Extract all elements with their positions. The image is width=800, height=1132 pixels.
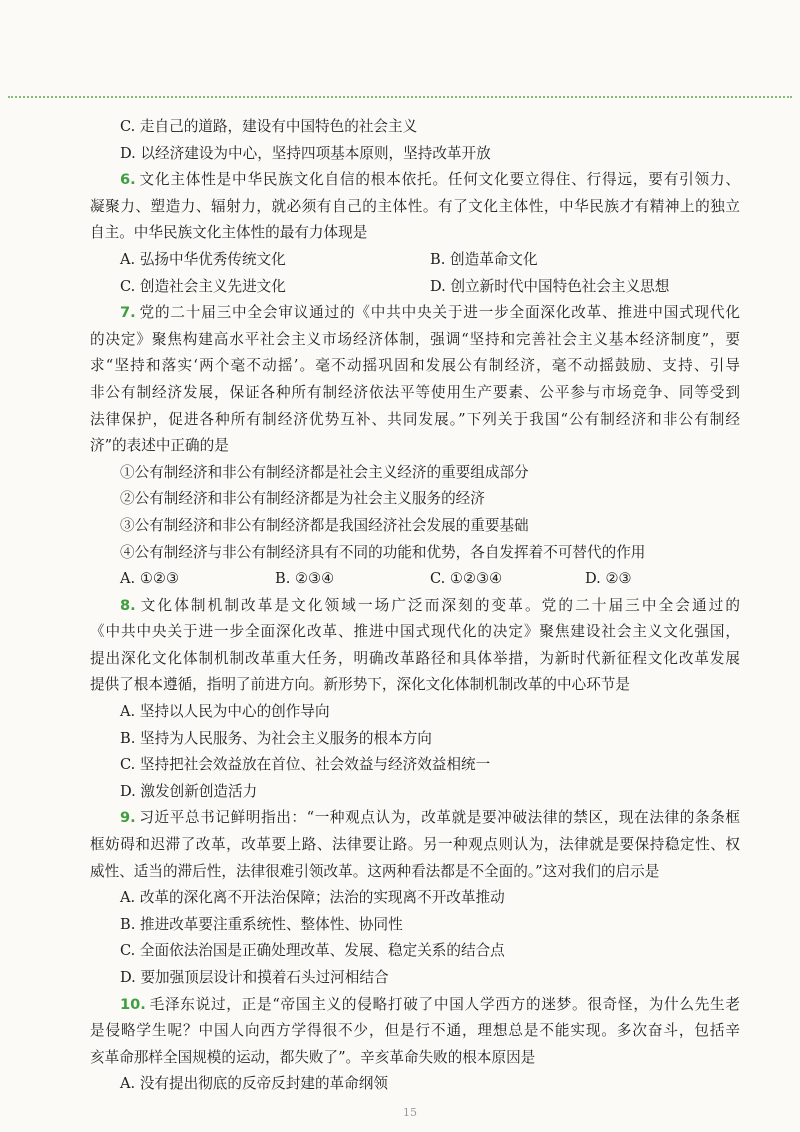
question-9-stem-line-3: 威性、适当的滞后性，法律很难引领改革。这两种看法都是不全面的。”这对我们的启示是 (90, 862, 660, 880)
question-7-option-b: B. ②③④ (275, 570, 335, 588)
question-7-stem-line-2: 的决定》聚焦构建高水平社会主义市场经济体制，强调“坚持和完善社会主义基本经济制度”，要 (90, 330, 740, 348)
question-7-options-row (90, 566, 740, 593)
question-6-stem-line-3: 自主。中华民族文化主体性的最有力体现是 (90, 224, 368, 242)
question-7-statement-2: ②公有制经济和非公有制经济都是为社会主义服务的经济 (120, 490, 485, 508)
question-6-option-b: B. 创造革命文化 (430, 250, 538, 268)
question-6-number: 6. (120, 171, 136, 189)
question-7-option-c: C. ①②③④ (430, 570, 503, 588)
question-8-stem-line-2: 《中共中央关于进一步全面深化改革、推进中国式现代化的决定》聚焦建设社会主义文化强国， (90, 623, 740, 641)
question-7-option-a: A. ①②③ (120, 570, 180, 588)
prev-option-c: C. 走自己的道路，建设有中国特色的社会主义 (120, 118, 418, 135)
question-6-stem-line-2: 凝聚力、塑造力、辐射力，就必须有自己的主体性。有了文化主体性，中华民族才有精神上的独立 (90, 197, 740, 215)
question-8-option-b: B. 坚持为人民服务、为社会主义服务的根本方向 (120, 729, 432, 747)
question-9-stem-line-1: 9. 习近平总书记鲜明指出：“一种观点认为，改革就是要冲破法律的禁区，现在法律的条条框 (120, 809, 740, 827)
question-9-option-a: A. 改革的深化离不开法治保障；法治的实现离不开改革推动 (120, 889, 505, 907)
question-7-stem-line-5: 法律保护，促进各种所有制经济优势互补、共同发展。”下列关于我国“公有制经济和非公有制经 (90, 410, 740, 428)
question-7-stem-line-3: 求“坚持和落实‘两个毫不动摇’。毫不动摇巩固和发展公有制经济，毫不动摇鼓励、支持、引导 (90, 357, 740, 375)
top-dotted-rule (8, 96, 792, 98)
question-8-stem-line-4: 提供了根本遵循，指明了前进方向。新形势下，深化文化体制机制改革的中心环节是 (90, 676, 630, 694)
question-7-statement-3: ③公有制经济和非公有制经济都是我国经济社会发展的重要基础 (120, 516, 529, 534)
prev-option-d: D. 以经济建设为中心，坚持四项基本原则，坚持改革开放 (120, 144, 491, 162)
question-8-option-d: D. 激发创新创造活力 (120, 782, 258, 800)
question-8-stem-line-1: 8. 文化体制机制改革是文化领域一场广泛而深刻的变革。党的二十届三中全会通过的 (120, 596, 740, 614)
question-6-option-a: A. 弘扬中华优秀传统文化 (120, 250, 286, 268)
exam-page (90, 114, 740, 1098)
question-9-option-b: B. 推进改革要注重系统性、整体性、协同性 (120, 915, 403, 933)
question-6-options-row-2 (90, 274, 740, 301)
question-6-stem-line-1: 6. 文化主体性是中华民族文化自信的根本依托。任何文化要立得住、行得远，要有引领力、 (120, 171, 740, 189)
question-9-stem-line-2: 框妨碍和迟滞了改革，改革要上路、法律要让路。另一种观点则认为，法律就是要保持稳定性、权 (90, 836, 740, 854)
page-number: 15 (403, 1108, 417, 1118)
question-8-option-a: A. 坚持以人民为中心的创作导向 (120, 703, 330, 721)
question-9-number: 9. (120, 809, 136, 827)
question-10-stem-line-2: 是侵略学生呢？中国人向西方学得很不少，但是行不通，理想总是不能实现。多次奋斗，包括辛 (90, 1022, 740, 1040)
question-10-number: 10. (120, 995, 146, 1013)
question-10-stem-line-3: 亥革命那样全国规模的运动，都失败了”。辛亥革命失败的根本原因是 (90, 1048, 536, 1066)
question-9-option-d: D. 要加强顶层设计和摸着石头过河相结合 (120, 969, 389, 986)
question-7-stem-line-1: 7. 党的二十届三中全会审议通过的《中共中央关于进一步全面深化改革、推进中国式现代化 (120, 304, 740, 322)
question-6-option-c: C. 创造社会主义先进文化 (120, 277, 286, 295)
question-6-option-d: D. 创立新时代中国特色社会主义思想 (430, 277, 670, 295)
question-7-option-d: D. ②③ (585, 570, 632, 588)
question-8-stem-line-3: 提出深化文化体制机制改革重大任务，明确改革路径和具体举措，为新时代新征程文化改革发展 (90, 649, 740, 667)
question-8-option-c: C. 坚持把社会效益放在首位、社会效益与经济效益相统一 (120, 756, 491, 774)
question-10-option-a: A. 没有提出彻底的反帝反封建的革命纲领 (120, 1075, 388, 1093)
question-7-statement-1: ①公有制经济和非公有制经济都是社会主义经济的重要组成部分 (120, 463, 529, 481)
question-9-option-c: C. 全面依法治国是正确处理改革、发展、稳定关系的结合点 (120, 942, 505, 960)
question-10-stem-line-1: 10. 毛泽东说过，正是“帝国主义的侵略打破了中国人学西方的迷梦。很奇怪，为什么先生老 (120, 995, 740, 1013)
question-7-stem-line-6: 济”的表述中正确的是 (90, 437, 229, 455)
question-7-statement-4: ④公有制经济与非公有制经济具有不同的功能和优势，各自发挥着不可替代的作用 (120, 543, 646, 561)
question-7-stem-line-4: 非公有制经济发展，保证各种所有制经济依法平等使用生产要素、公平参与市场竞争、同等受到 (90, 383, 740, 401)
question-6-options-row-1 (90, 247, 740, 274)
question-7-number: 7. (120, 304, 136, 322)
question-8-number: 8. (120, 596, 136, 614)
